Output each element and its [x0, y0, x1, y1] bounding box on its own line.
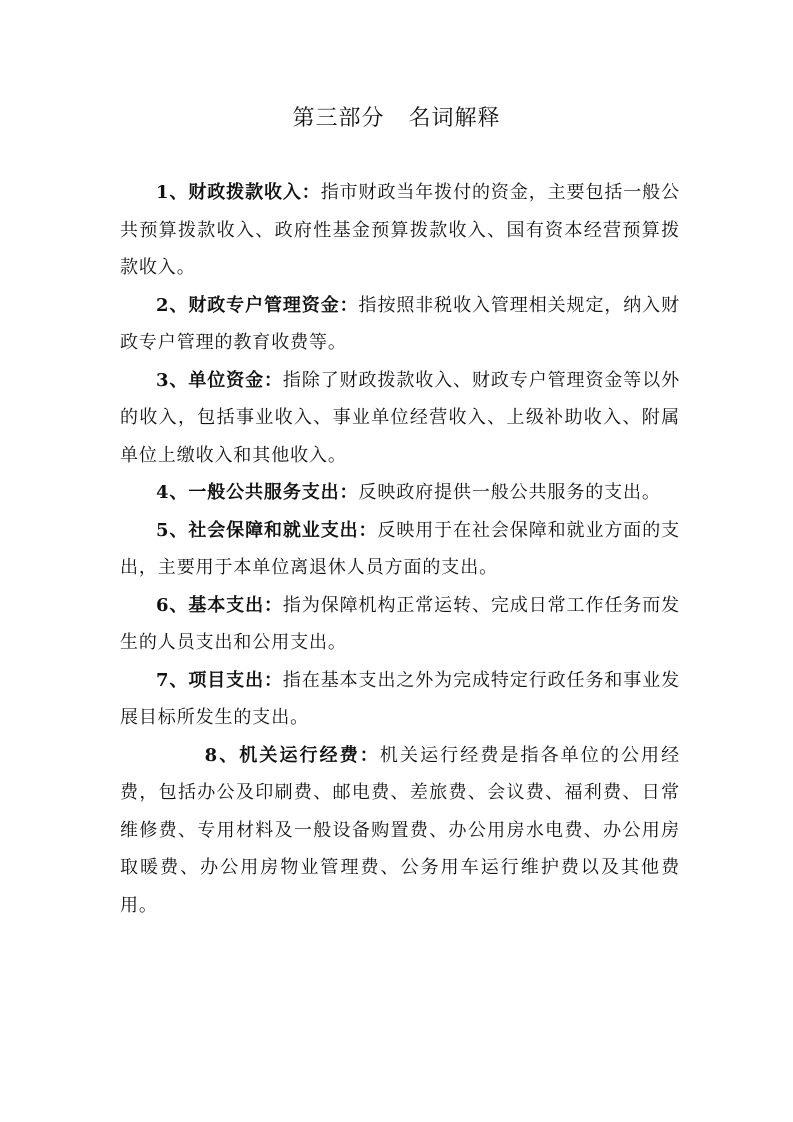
- definition-item: [120, 287, 680, 362]
- definition-text: 指在基本支出之外为完成特定行政任务和事业发展目标所发生的支出。: [120, 669, 681, 728]
- definition-term: 8、机关运行经费：: [204, 744, 380, 766]
- page-title: [0, 104, 793, 134]
- definition-term: 6、基本支出：: [156, 594, 283, 616]
- definition-item: [120, 474, 680, 512]
- title-name-label: 名词解释: [408, 106, 501, 131]
- definition-item: [120, 174, 680, 287]
- definition-term: 7、项目支出：: [156, 669, 283, 691]
- definition-item: [120, 662, 680, 737]
- definition-term: 1、财政拨款收入：: [156, 182, 321, 203]
- definition-text: 指为保障机构正常运转、完成日常工作任务而发生的人员支出和公用支出。: [120, 594, 681, 653]
- definition-item: [120, 362, 680, 475]
- definition-term: 3、单位资金：: [156, 369, 283, 391]
- title-part-label: 第三部分: [292, 106, 385, 131]
- definition-term: 2、财政专户管理资金：: [156, 294, 359, 316]
- definitions-list: [120, 174, 680, 924]
- definition-item: [120, 587, 680, 662]
- definition-item: [120, 737, 680, 925]
- definition-text: 指市财政当年拨付的资金，主要包括一般公共预算拨款收入、政府性基金预算拨款收入、国有资本经营预算拨款收入。: [120, 182, 680, 278]
- definition-term: 4、一般公共服务支出：: [156, 482, 359, 503]
- definition-text: 指除了财政拨款收入、财政专户管理资金等以外的收入，包括事业收入、事业单位经营收入、上级补助收入、附属单位上缴收入和其他收入。: [120, 369, 681, 466]
- definition-text: 反映用于在社会保障和就业方面的支出，主要用于本单位离退休人员方面的支出。: [120, 519, 680, 578]
- definition-item: [120, 512, 680, 587]
- definition-text: 反映政府提供一般公共服务的支出。: [358, 482, 661, 503]
- definition-term: 5、社会保障和就业支出：: [156, 519, 378, 541]
- definition-text: 指按照非税收入管理相关规定，纳入财政专户管理的教育收费等。: [120, 294, 680, 353]
- definition-text: 机关运行经费是指各单位的公用经费，包括办公及印刷费、邮电费、差旅费、会议费、福利费、日常维修费、专用材料及一般设备购置费、办公用房水电费、办公用房取暖费、办公用房物业管理费、公务用车运行维护费以及其他费用。: [120, 744, 681, 916]
